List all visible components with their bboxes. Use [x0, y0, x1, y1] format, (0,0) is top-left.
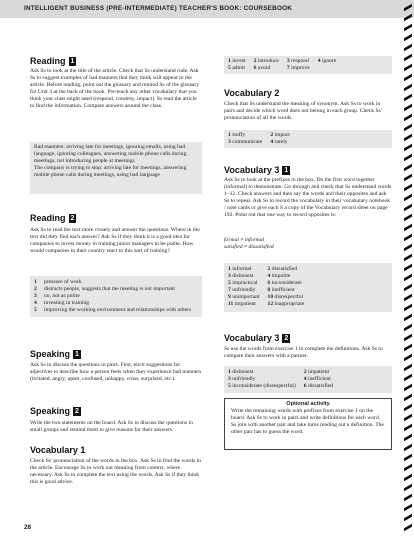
- answer-word: impact: [274, 132, 290, 138]
- answer-word: avoid: [257, 65, 271, 72]
- answer-word: ignore: [321, 58, 337, 64]
- answer-cell: [287, 65, 318, 72]
- binding-mark: [404, 74, 412, 82]
- binding-mark: [404, 424, 412, 432]
- binding-mark: [404, 334, 412, 342]
- answer-row: [228, 301, 312, 308]
- item-text: improving the working environment and relationships with others: [44, 307, 192, 314]
- binding-mark: [404, 124, 412, 132]
- vocabulary-3-2-answer-box: [224, 366, 392, 393]
- binding-mark: [404, 244, 412, 252]
- vocabulary-1-answer-box: [224, 56, 392, 74]
- answer-cell: [228, 139, 270, 146]
- binding-mark: [404, 44, 412, 52]
- answer-cell: [228, 287, 268, 294]
- answer-cell: [270, 139, 297, 146]
- binding-mark: [404, 384, 412, 392]
- item-text: no, not as polite: [44, 293, 80, 300]
- binding-mark: [404, 464, 412, 472]
- answer-number: 4: [303, 376, 308, 383]
- binding-mark: [404, 454, 412, 462]
- answer-word: admit: [232, 65, 245, 72]
- answer-number: 2: [267, 266, 272, 272]
- answer-number: 7: [228, 287, 233, 294]
- binding-mark: [404, 24, 412, 32]
- exercise-number: 1: [70, 58, 75, 65]
- answer-grid: [228, 369, 341, 390]
- reading-2-answer-box: [30, 276, 202, 317]
- binding-mark: [404, 294, 412, 302]
- example-1: formal ≠ informal: [224, 237, 265, 243]
- speaking-2-heading: [30, 406, 81, 416]
- answer-word: inappropriate: [274, 301, 305, 308]
- answer-word: invest: [232, 58, 246, 64]
- vocabulary-2-text: Check that Ss understand the meaning of synonym. Ask Ss to work in pairs and decide which word does not belong in each group. Check Ss' pronunciation of all the words.: [224, 101, 382, 122]
- binding-mark: [404, 184, 412, 192]
- item-text: pressure of work: [44, 279, 82, 285]
- binding-mark: [404, 524, 412, 532]
- answer-cell: [228, 266, 268, 273]
- item-number: 2: [34, 286, 37, 293]
- vocabulary-3-2-heading: [224, 333, 290, 343]
- optional-activity-title: Optional activity: [286, 401, 330, 407]
- binding-mark: [404, 274, 412, 282]
- answer-cell: [254, 65, 287, 72]
- answer-grid: [228, 132, 298, 146]
- answer-number: 3: [228, 139, 233, 146]
- binding-mark: [404, 514, 412, 522]
- exercise-number: 1: [284, 167, 289, 174]
- answer-number: 4: [317, 58, 322, 64]
- answer-row: [228, 58, 344, 65]
- answer-number: 6: [267, 280, 272, 287]
- exercise-number: 1: [75, 351, 79, 358]
- page-number: 28: [24, 524, 32, 531]
- answer-number: 3: [228, 273, 233, 280]
- list-item: [34, 300, 198, 307]
- answer-grid: [228, 266, 312, 309]
- vocabulary-3-answer-box: [224, 263, 392, 312]
- answer-word: rarely: [274, 139, 288, 146]
- answer-cell: [268, 294, 313, 301]
- answer-row: [228, 383, 341, 390]
- answer-word: inefficient: [307, 376, 331, 383]
- answer-number: 8: [267, 287, 272, 294]
- binding-mark: [404, 254, 412, 262]
- answer-cell: [287, 58, 318, 65]
- answer-word: inefficient: [271, 287, 295, 294]
- answer-cell: [318, 65, 345, 72]
- answer-row: [228, 65, 344, 72]
- binding-mark: [404, 34, 412, 42]
- binding-mark: [404, 414, 412, 422]
- answer-word: inconsiderate (disrespectful): [232, 383, 296, 390]
- list-item: [34, 286, 198, 293]
- list-item: [34, 279, 198, 286]
- answer-word: stuffy: [232, 132, 246, 138]
- binding-mark: [404, 304, 412, 312]
- answer-word: impolite: [271, 273, 291, 280]
- vocabulary-3-2-text: Ss use the words from exercise 1 to complete the definitions. Ask Ss to compare their answers with a partner.: [224, 346, 383, 360]
- binding-mark: [404, 404, 412, 412]
- answer-cell: [228, 301, 268, 308]
- answer-row: [228, 132, 298, 139]
- binding-mark: [404, 64, 412, 72]
- answer-word: informal: [232, 266, 252, 272]
- answer-word: improve: [291, 65, 310, 72]
- binding-mark: [404, 134, 412, 142]
- reading-2-heading: [30, 213, 76, 223]
- binding-mark: [404, 324, 412, 332]
- binding-mark: [404, 224, 412, 232]
- answer-number: 2: [253, 58, 258, 64]
- speaking-1-text: Ask Ss to discuss the questions in pairs. First, elicit suggestions for adjectives to describe how a person feels when they experience bad manners (irritated, angry, upset, confused, unhappy, cross, surprised, etc.).: [30, 362, 202, 383]
- binding-mark: [404, 444, 412, 452]
- binding-spine: [400, 0, 414, 540]
- answer-word: impatient: [307, 369, 330, 375]
- binding-mark: [404, 144, 412, 152]
- example-2: satisfied ≠ dissatisfied: [224, 244, 274, 250]
- binding-mark: [404, 204, 412, 212]
- heading-label: Speaking: [30, 349, 71, 359]
- reading-2-text: Ask Ss to read the text more closely and answer the questions. Where in the text did they find each answer? Ask Ss if they think it is a good idea for companies to invest money in training junior managers to be polite. How would companies in their country react to this sort of training?: [30, 227, 200, 255]
- item-text: investing in training: [44, 300, 90, 307]
- heading-label: Reading: [30, 213, 66, 223]
- optional-activity-box: [224, 398, 392, 450]
- binding-mark: [404, 314, 412, 322]
- answer-row: [228, 266, 312, 273]
- reading-1-heading: [30, 56, 76, 66]
- answer-number: 1: [228, 266, 233, 272]
- binding-mark: [404, 434, 412, 442]
- binding-mark: [404, 4, 412, 12]
- binding-mark: [404, 174, 412, 182]
- heading-label: Vocabulary 3: [224, 165, 280, 175]
- binding-mark: [404, 484, 412, 492]
- answer-number: 11: [228, 301, 235, 308]
- binding-mark: [404, 504, 412, 512]
- answer-word: impatient: [234, 301, 256, 308]
- binding-mark: [404, 14, 412, 22]
- answer-number: 4: [270, 139, 275, 146]
- answer-word: unfriendly: [232, 376, 256, 383]
- answer-number: 10: [267, 294, 275, 301]
- binding-mark: [404, 284, 412, 292]
- binding-mark: [404, 54, 412, 62]
- exercise-number: 2: [284, 335, 289, 342]
- answer-word: introduce: [257, 58, 279, 64]
- binding-mark: [404, 214, 412, 222]
- answer-number: 1: [228, 132, 233, 138]
- answer-cell: [228, 294, 268, 301]
- speaking-1-heading: [30, 349, 81, 359]
- vocabulary-3-heading: [224, 165, 290, 175]
- answer-word: unimportant: [232, 294, 260, 301]
- answer-word: disrespectful: [274, 294, 304, 301]
- binding-mark: [404, 474, 412, 482]
- answer-number: 7: [286, 65, 292, 72]
- answer-word: respond: [291, 58, 309, 64]
- answer-cell: [270, 132, 297, 139]
- answer-cell: [304, 383, 341, 390]
- answer-number: 12: [267, 301, 275, 308]
- binding-mark: [404, 114, 412, 122]
- answer-word: unfriendly: [232, 287, 256, 294]
- answer-word: impractical: [232, 280, 258, 287]
- item-text: distracts people, suggests that the meeting is not important: [44, 286, 175, 293]
- heading-label: Vocabulary 3: [224, 333, 280, 343]
- vocabulary-2-heading: Vocabulary 2: [224, 88, 280, 98]
- binding-mark: [404, 104, 412, 112]
- binding-mark: [404, 194, 412, 202]
- binding-mark: [404, 394, 412, 402]
- answer-number: 1: [228, 369, 233, 375]
- reading-1-text: Ask Ss to look at the title of the article. Check that Ss understand rude. Ask Ss to suggest examples of bad manners that they think will appear in the article. Before reading, point out the glossary and remind Ss of the glossary for Unit 3 at the back of the book. Pre-teach any other vocabulary that you think your class might need (respond, courtesy, impact). Ss read the article to find the information. Compare answers around the class.: [30, 68, 200, 110]
- answer-cell: [228, 383, 304, 390]
- answer-number: 9: [228, 294, 233, 301]
- answer-bad-manners: Bad manners: arriving late for meetings, ignoring emails, using bad language, ignoring colleagues, answering mobile phone calls during meetings, not introducing people at meetings: [34, 144, 187, 165]
- binding-mark: [404, 494, 412, 502]
- answer-row: [228, 273, 312, 280]
- binding-mark: [404, 84, 412, 92]
- answer-number: 3: [286, 58, 292, 64]
- vocabulary-3-text: Ask Ss to look at the prefixes in the box. Do the first word together (informal) to demonstrate. Go through and check that Ss understand words 1–12. Check answers and then say the words and their opposites and ask Ss to repeat. Ask Ss to record the vocabulary in their vocabulary notebook / note cards or give each S a copy of the Vocabulary record sheet on page 192. Point out that one way to record opposites is:: [224, 177, 392, 219]
- vocabulary-1-text: Check Ss' pronunciation of the words in the box. Ask Ss to find the words in the article. Encourage Ss to work out meaning from context, where necessary. Ask Ss to complete the text using the words. Ask Ss if they think this is good advice.: [30, 458, 201, 486]
- answer-number: 6: [303, 383, 308, 390]
- answer-number: 1: [228, 58, 233, 64]
- answer-word: dissatisfied: [271, 266, 297, 272]
- item-number: 1: [34, 279, 37, 285]
- binding-mark: [404, 94, 412, 102]
- answer-row: [228, 294, 312, 301]
- binding-mark: [404, 344, 412, 352]
- exercise-number: 2: [75, 408, 79, 415]
- answer-word: communicate: [232, 139, 263, 146]
- answer-word: dishonest: [232, 273, 254, 280]
- binding-mark: [404, 354, 412, 362]
- binding-mark: [404, 264, 412, 272]
- list-item: [34, 293, 198, 300]
- speaking-2-text: Write the two statements on the board. Ask Ss to discuss the questions in small groups and remind them to give reasons for their answers.: [30, 420, 193, 434]
- answer-number: 2: [270, 132, 275, 138]
- binding-mark: [404, 364, 412, 372]
- answer-number: 5: [228, 65, 233, 72]
- answer-cell: [318, 58, 345, 65]
- exercise-number: 2: [70, 215, 75, 222]
- answer-cell: [228, 65, 254, 72]
- vocabulary-2-answer-box: [224, 130, 392, 148]
- header-text: INTELLIGENT BUSINESS (PRE-INTERMEDIATE) TEACHER'S BOOK: COURSEBOOK: [24, 5, 293, 12]
- answer-word: dishonest: [232, 369, 254, 375]
- heading-label: Reading: [30, 56, 66, 66]
- answer-number: 2: [303, 369, 308, 375]
- running-header: [0, 0, 414, 18]
- heading-label: Speaking: [30, 406, 71, 416]
- item-number: 5: [34, 307, 37, 314]
- answer-number: 6: [253, 65, 258, 72]
- answer-number: 5: [228, 383, 233, 390]
- answer-number: 4: [267, 273, 272, 280]
- answer-word: inconsiderate: [271, 280, 302, 287]
- answer-company: The company is trying to stop: arriving late for meetings, answering mobile phone calls during meetings, using bad language: [34, 165, 187, 179]
- answer-cell: [228, 132, 270, 139]
- vocabulary-1-heading: Vocabulary 1: [30, 445, 86, 455]
- answer-word: dissatisfied: [307, 383, 334, 390]
- binding-mark: [404, 234, 412, 242]
- answer-cell: [228, 273, 268, 280]
- answer-cell: [228, 58, 254, 65]
- binding-mark: [404, 154, 412, 162]
- binding-mark: [404, 164, 412, 172]
- answer-cell: [254, 58, 287, 65]
- answer-cell: [268, 301, 313, 308]
- list-item: [34, 307, 198, 314]
- optional-activity-text: Write the remaining words with prefixes from exercise 1 on the board. Ask Ss to work in pairs and write definitions for each word. Ss join with another pair and take turns reading out a definition. The other pair has to guess the word.: [231, 408, 384, 436]
- answer-row: [228, 139, 298, 146]
- answer-grid: [228, 58, 344, 72]
- answer-cell: [268, 266, 313, 273]
- binding-mark: [404, 374, 412, 382]
- answer-cell: [268, 273, 313, 280]
- answer-number: 3: [228, 376, 233, 383]
- item-number: 3: [34, 293, 37, 300]
- answer-number: 5: [228, 280, 233, 287]
- reading-1-answer-box: [30, 142, 202, 194]
- item-number: 4: [34, 300, 37, 307]
